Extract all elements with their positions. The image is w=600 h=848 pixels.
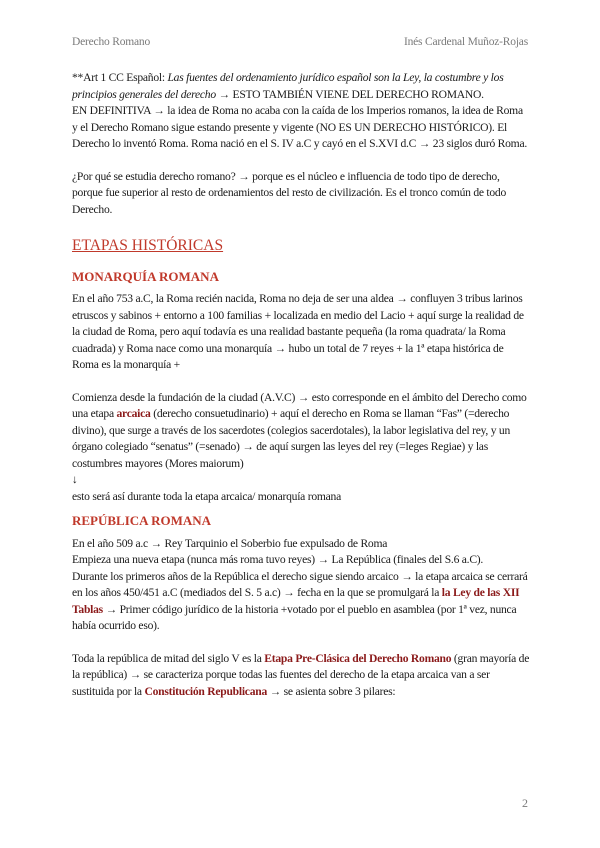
header-course-title: Derecho Romano <box>72 36 150 48</box>
highlight-etapa-preclasica: Etapa Pre-Clásica del Derecho Romano <box>264 651 452 665</box>
page-header <box>72 36 528 48</box>
header-author: Inés Cardenal Muñoz-Rojas <box>403 36 528 48</box>
highlight-ley-xii-tablas: la Ley de las XII Tablas <box>72 586 520 616</box>
fundacion-c: (derecho consuetudinario) + aquí el derecho en Roma se llaman “Fas” (=derecho divino), que surge a través de los sacerdotes (colegios sacerdotales), la labor legislativa del rey, y un órgano colegiado “senatus” (=senado) → de aquí surgen las leyes del rey (=leges Regiae) y las costumbres mayores (Mores maiorum) <box>72 407 510 470</box>
preclasica-e: → se asienta sobre 3 pilares: <box>267 684 396 698</box>
page-number: 2 <box>522 796 528 810</box>
art1-quote: Las fuentes del ordenamiento jurídico español son la Ley, la costumbre y los principios generales del derecho <box>72 71 504 101</box>
highlight-arcaica: arcaica <box>116 407 151 420</box>
paragraph-definitiva: EN DEFINITIVA → la idea de Roma no acaba con la caída de los Imperios romanos, la idea de Roma y el Derecho Romano sigue estando presente y vigente (NO ES UN DERECHO HISTÓRICO). El Derecho lo inventó Roma. Roma nació en el S. IV a.C y cayó en el S.XVI d.C → 23 siglos duró Roma. <box>72 104 527 150</box>
heading-monarquia: MONARQUÍA ROMANA <box>72 268 219 284</box>
down-arrow: ↓ <box>72 473 78 486</box>
paragraph-art1 <box>72 70 530 103</box>
fundacion-a: Comienza desde la fundación de la ciudad (A.V.C) → esto corresponde en el ámbito del Derecho como una etapa <box>72 390 527 420</box>
heading-republica: REPÚBLICA ROMANA <box>72 513 212 528</box>
art1-prefix: **Art 1 CC Español: <box>72 71 168 84</box>
paragraph-preclasica <box>72 651 530 701</box>
paragraph-nueva-etapa: Empieza una nueva etapa (nunca más roma tuvo reyes) → La República (finales del S.6 a.C). <box>72 553 484 566</box>
paragraph-xii-tablas <box>72 569 530 635</box>
paragraph-fundacion <box>72 390 530 473</box>
xii-c: → Primer código jurídico de la historia +votado por el pueblo en asamblea (por 1ª vez, nunca había ocurrido eso). <box>72 602 517 632</box>
preclasica-c: (gran mayoría de la república) → se caracteriza porque todas las fuentes del derecho de la etapa arcaica van a ser sustituida por la <box>72 651 530 698</box>
paragraph-509: En el año 509 a.c → Rey Tarquinio el Soberbio fue expulsado de Roma <box>72 536 388 550</box>
paragraph-etapa-arcaica: esto será así durante toda la etapa arcaica/ monarquía romana <box>72 489 341 503</box>
art1-suffix: → ESTO TAMBIÉN VIENE DEL DERECHO ROMANO. <box>215 87 484 101</box>
heading-etapas: ETAPAS HISTÓRICAS <box>72 237 224 254</box>
document-body <box>72 70 530 700</box>
xii-a: Durante los primeros años de la República el derecho sigue siendo arcaico → la etapa arcaica se cerrará en los años 450/451 a.C (mediados del S. 5 a.c) → fecha en la que se promulgará la <box>72 569 528 599</box>
preclasica-a: Toda la república de mitad del siglo V es la <box>72 651 265 665</box>
highlight-constitucion-republicana: Constitución Republicana <box>144 684 267 698</box>
paragraph-why-study: ¿Por qué se estudia derecho romano? → porque es el núcleo e influencia de todo tipo de derecho, porque fue superior al resto de ordenamientos del resto de civilización. Es el tronco común de todo Derecho. <box>72 169 507 216</box>
paragraph-monarquia: En el año 753 a.C, la Roma recién nacida, Roma no deja de ser una aldea → confluyen 3 tribus larinos etruscos y sabinos + entorno a 100 familias + localizada en medio del Lacio + aquí surge la realidad de la ciudad de Roma, pero aquí todavía es una realidad bastante pequeña (la roma quadrata/ la Roma cuadrada) y Roma nace como una monarquía → hubo un total de 7 reyes + la 1ª etapa histórica de Roma es la monarquía + <box>72 292 524 371</box>
